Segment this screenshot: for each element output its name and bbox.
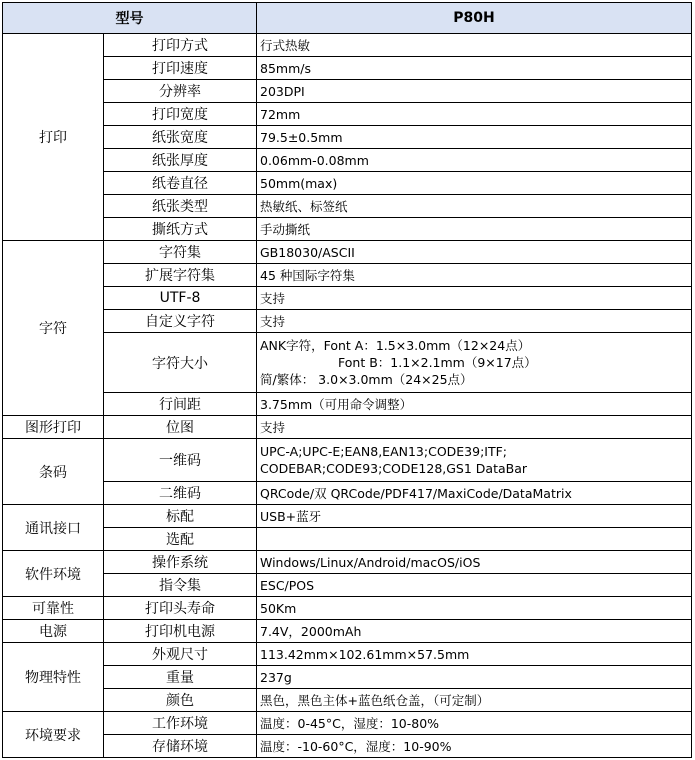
row-value: 50Km [257,597,692,620]
model-value: P80H [257,3,692,34]
row-value: 温度：-10-60°C，湿度：10-90% [257,735,692,758]
table-row [3,666,692,689]
row-value: 3.75mm（可用命令调整） [257,393,692,416]
row-value: 72mm [257,103,692,126]
row-value: 支持 [257,287,692,310]
row-value: 热敏纸、标签纸 [257,195,692,218]
row-label: UTF-8 [104,287,257,310]
category-print: 打印 [3,34,104,241]
category-graphics: 图形打印 [3,416,104,439]
row-value: 7.4V，2000mAh [257,620,692,643]
char-size-line-3: 简/繁体： 3.0×3.0mm（24×25点） [260,372,473,387]
row-label: 打印宽度 [104,103,257,126]
row-label: 纸张厚度 [104,149,257,172]
row-label: 外观尺寸 [104,643,257,666]
table-row [3,34,692,57]
table-row [3,689,692,712]
barcode-line-1: UPC-A;UPC-E;EAN8,EAN13;CODE39;ITF; [260,444,508,459]
category-reliability: 可靠性 [3,597,104,620]
table-row [3,643,692,666]
category-environment: 环境要求 [3,712,104,758]
table-row [3,126,692,149]
row-value: 50mm(max) [257,172,692,195]
row-label: 颜色 [104,689,257,712]
row-value: 79.5±0.5mm [257,126,692,149]
category-software: 软件环境 [3,551,104,597]
table-row [3,620,692,643]
row-value [257,439,692,482]
row-label: 打印方式 [104,34,257,57]
row-value: ESC/POS [257,574,692,597]
table-row [3,333,692,393]
row-label: 扩展字符集 [104,264,257,287]
table-row [3,551,692,574]
row-label: 打印机电源 [104,620,257,643]
table-row [3,264,692,287]
row-value [257,333,692,393]
table-row [3,310,692,333]
row-value: 0.06mm-0.08mm [257,149,692,172]
char-size-line-1: ANK字符，Font A：1.5×3.0mm（12×24点） [260,338,531,353]
category-barcode: 条码 [3,439,104,505]
table-row [3,241,692,264]
row-value: 手动撕纸 [257,218,692,241]
table-row [3,505,692,528]
row-label: 打印头寿命 [104,597,257,620]
row-value: GB18030/ASCII [257,241,692,264]
table-row [3,218,692,241]
table-row [3,287,692,310]
row-label: 存储环境 [104,735,257,758]
row-value: 温度：0-45°C，湿度：10-80% [257,712,692,735]
table-row [3,195,692,218]
row-label: 纸张类型 [104,195,257,218]
table-row [3,439,692,482]
category-comm: 通讯接口 [3,505,104,551]
table-row [3,149,692,172]
row-label: 重量 [104,666,257,689]
row-label: 撕纸方式 [104,218,257,241]
row-label: 选配 [104,528,257,551]
row-label: 分辨率 [104,80,257,103]
row-value [257,528,692,551]
table-row [3,172,692,195]
row-label: 二维码 [104,482,257,505]
row-label: 指令集 [104,574,257,597]
barcode-line-2: CODEBAR;CODE93;CODE128,GS1 DataBar [260,461,528,476]
table-row [3,574,692,597]
table-row [3,482,692,505]
row-value: 支持 [257,310,692,333]
model-label: 型号 [3,3,257,34]
header-row [3,3,692,34]
row-label: 一维码 [104,439,257,482]
table-row [3,57,692,80]
row-label: 行间距 [104,393,257,416]
row-value: 113.42mm×102.61mm×57.5mm [257,643,692,666]
row-label: 纸张宽度 [104,126,257,149]
spec-table [2,2,692,758]
row-label: 位图 [104,416,257,439]
row-label: 字符大小 [104,333,257,393]
table-row [3,735,692,758]
table-row [3,80,692,103]
row-label: 纸卷直径 [104,172,257,195]
row-value: Windows/Linux/Android/macOS/iOS [257,551,692,574]
row-label: 标配 [104,505,257,528]
table-row [3,393,692,416]
row-value: 支持 [257,416,692,439]
row-value: USB+蓝牙 [257,505,692,528]
row-label: 字符集 [104,241,257,264]
char-size-line-2: Font B：1.1×2.1mm（9×17点） [338,355,537,370]
row-label: 工作环境 [104,712,257,735]
table-row [3,416,692,439]
row-value: QRCode/双 QRCode/PDF417/MaxiCode/DataMatrix [257,482,692,505]
row-label: 打印速度 [104,57,257,80]
row-label: 自定义字符 [104,310,257,333]
table-row [3,597,692,620]
table-row [3,528,692,551]
row-value: 85mm/s [257,57,692,80]
row-label: 操作系统 [104,551,257,574]
row-value: 黑色，黑色主体+蓝色纸仓盖，（可定制） [257,689,692,712]
row-value: 行式热敏 [257,34,692,57]
row-value: 45 种国际字符集 [257,264,692,287]
row-value: 237g [257,666,692,689]
row-value: 203DPI [257,80,692,103]
table-row [3,712,692,735]
category-physical: 物理特性 [3,643,104,712]
table-row [3,103,692,126]
category-chars: 字符 [3,241,104,416]
category-power: 电源 [3,620,104,643]
